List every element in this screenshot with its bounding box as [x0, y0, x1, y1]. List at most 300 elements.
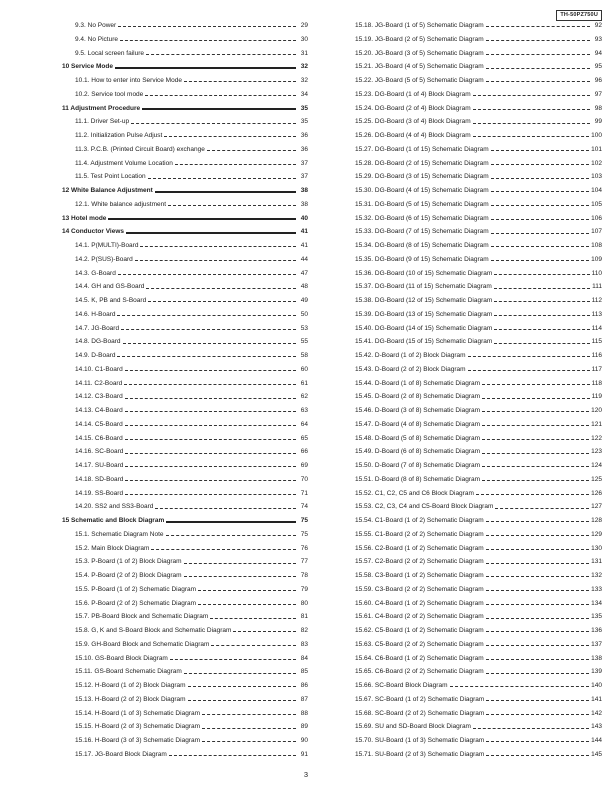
- toc-entry-page: 126: [591, 489, 602, 497]
- toc-entry-title: 14.15. C6-Board: [75, 434, 123, 442]
- toc-entry-title: 14.9. D-Board: [75, 352, 116, 359]
- toc-entry[interactable]: [62, 445, 308, 459]
- dot-leader: [155, 191, 296, 193]
- toc-entry[interactable]: [62, 542, 308, 556]
- dot-leader: [491, 219, 589, 220]
- toc-entry[interactable]: [342, 679, 602, 693]
- dot-leader: [491, 246, 589, 247]
- toc-entry-title: 15.38. DG-Board (12 of 15) Schematic Diagram: [355, 297, 493, 304]
- dot-leader: [117, 315, 296, 316]
- toc-entry[interactable]: [62, 652, 308, 666]
- toc-entry-page: 40: [300, 214, 308, 222]
- dot-leader: [145, 95, 296, 96]
- toc-entry[interactable]: [342, 514, 602, 528]
- toc-entry[interactable]: [62, 583, 308, 597]
- toc-entry-page: 30: [300, 35, 308, 43]
- toc-entry[interactable]: [62, 335, 308, 349]
- toc-entry-page: 55: [300, 338, 308, 346]
- toc-entry-title: 9.3. No Power: [75, 22, 117, 29]
- dot-leader: [473, 109, 590, 110]
- toc-entry[interactable]: [62, 170, 308, 184]
- toc-entry-title: 15.67. SC-Board (1 of 2) Schematic Diagram: [355, 695, 485, 703]
- toc-entry[interactable]: [342, 473, 602, 487]
- toc-entry-page: 69: [300, 462, 308, 469]
- toc-entry[interactable]: [62, 239, 308, 253]
- dot-leader: [486, 755, 589, 756]
- toc-entry[interactable]: [62, 33, 308, 47]
- dot-leader: [115, 67, 296, 69]
- toc-entry[interactable]: [342, 445, 602, 459]
- toc-entry-title: 15.49. D-Board (6 of 8) Schematic Diagram: [355, 448, 480, 456]
- dot-leader: [482, 439, 589, 440]
- dot-leader: [486, 576, 590, 577]
- toc-entry[interactable]: [342, 184, 602, 198]
- toc-right-column: [342, 19, 602, 762]
- toc-entry-page: 127: [591, 503, 602, 511]
- dot-leader: [125, 466, 296, 467]
- toc-entry-page: 105: [591, 200, 602, 208]
- toc-entry[interactable]: [342, 88, 602, 102]
- toc-entry[interactable]: [62, 363, 308, 377]
- dot-leader: [486, 618, 590, 619]
- toc-entry[interactable]: [62, 624, 308, 638]
- toc-entry-title: 15.40. DG-Board (14 of 15) Schematic Diagram: [355, 324, 493, 332]
- toc-entry-title: 14.14. C5-Board: [75, 420, 123, 428]
- toc-entry-page: 92: [594, 22, 602, 29]
- toc-entry[interactable]: [342, 720, 602, 734]
- toc-left-column: [62, 19, 308, 762]
- dot-leader: [146, 54, 296, 55]
- toc-entry-title: 15.55. C1-Board (2 of 2) Schematic Diagram: [355, 530, 484, 538]
- toc-entry[interactable]: [62, 47, 308, 61]
- toc-entry[interactable]: [62, 665, 308, 679]
- dot-leader: [125, 494, 296, 495]
- toc-entry[interactable]: [62, 487, 308, 501]
- toc-entry-title: 11.2. Initialization Pulse Adjust: [75, 132, 163, 139]
- dot-leader: [188, 700, 296, 701]
- dot-leader: [184, 563, 296, 564]
- toc-entry[interactable]: [62, 267, 308, 281]
- toc-entry-page: 81: [300, 613, 308, 621]
- toc-entry[interactable]: [62, 322, 308, 336]
- toc-entry-page: 37: [300, 159, 308, 167]
- toc-entry-page: 71: [300, 489, 308, 497]
- toc-entry-page: 62: [300, 393, 308, 401]
- toc-entry-page: 134: [591, 599, 602, 607]
- toc-entry-title: 15.60. C4-Board (1 of 2) Schematic Diagram: [355, 599, 484, 607]
- toc-entry-page: 140: [591, 682, 602, 689]
- toc-entry-title: 14.5. K, PB and S-Board: [75, 297, 147, 304]
- dot-leader: [108, 218, 296, 220]
- toc-entry[interactable]: [62, 418, 308, 432]
- toc-entry-page: 112: [591, 297, 602, 304]
- toc-entry-page: 143: [591, 723, 602, 731]
- toc-entry[interactable]: [62, 569, 308, 583]
- toc-entry[interactable]: [342, 487, 602, 501]
- toc-entry[interactable]: [62, 184, 308, 198]
- toc-entry-title: 15.57. C2-Board (2 of 2) Schematic Diagram: [355, 558, 484, 566]
- toc-entry-title: 15.61. C4-Board (2 of 2) Schematic Diagram: [355, 613, 484, 621]
- toc-entry[interactable]: [62, 102, 308, 116]
- toc-entry-title: 15.33. DG-Board (7 of 15) Schematic Diagram: [355, 228, 489, 236]
- dot-leader: [486, 741, 589, 742]
- toc-entry-page: 41: [300, 242, 308, 249]
- toc-entry-page: 107: [591, 228, 602, 236]
- toc-entry-page: 87: [300, 695, 308, 703]
- toc-entry[interactable]: [62, 308, 308, 322]
- toc-entry-page: 115: [591, 338, 602, 346]
- toc-entry[interactable]: [62, 514, 308, 528]
- dot-leader: [473, 95, 590, 96]
- toc-entry-title: 15.34. DG-Board (8 of 15) Schematic Diagram: [355, 242, 489, 249]
- toc-entry-page: 95: [594, 63, 602, 71]
- toc-entry[interactable]: [342, 583, 602, 597]
- toc-entry-title: 11.4. Adjustment Volume Location: [75, 159, 173, 167]
- toc-entry-title: 14.12. C3-Board: [75, 393, 123, 401]
- toc-entry[interactable]: [62, 638, 308, 652]
- dot-leader: [468, 356, 590, 357]
- toc-entry-page: 99: [594, 118, 602, 126]
- toc-entry[interactable]: [342, 102, 602, 116]
- toc-entry-title: 15.1. Schematic Diagram Note: [75, 530, 164, 538]
- toc-entry[interactable]: [342, 239, 602, 253]
- dot-leader: [491, 205, 589, 206]
- toc-entry-title: 15.66. SC-Board Block Diagram: [355, 682, 448, 689]
- dot-leader: [486, 521, 590, 522]
- toc-entry[interactable]: [62, 280, 308, 294]
- toc-entry[interactable]: [342, 253, 602, 267]
- toc-entry-page: 29: [300, 22, 308, 29]
- toc-entry-page: 93: [594, 35, 602, 43]
- toc-entry-page: 83: [300, 640, 308, 648]
- toc-entry-title: 15.6. P-Board (2 of 2) Schematic Diagram: [75, 599, 197, 607]
- toc-entry-title: 15.10. GS-Board Block Diagram: [75, 654, 168, 662]
- toc-entry[interactable]: [342, 335, 602, 349]
- toc-entry-title: 15.29. DG-Board (3 of 15) Schematic Diagram: [355, 173, 489, 181]
- toc-entry-page: 85: [300, 668, 308, 676]
- toc-entry[interactable]: [62, 707, 308, 721]
- toc-entry-page: 35: [300, 104, 308, 112]
- toc-entry-title: 15.45. D-Board (2 of 8) Schematic Diagram: [355, 393, 480, 401]
- toc-entry-title: 15.9. GH-Board Block and Schematic Diagram: [75, 640, 210, 648]
- dot-leader: [166, 535, 296, 536]
- toc-entry-page: 94: [594, 49, 602, 57]
- toc-entry-title: 15.32. DG-Board (6 of 15) Schematic Diagram: [355, 214, 489, 222]
- dot-leader: [125, 480, 296, 481]
- dot-leader: [482, 411, 589, 412]
- dot-leader: [491, 150, 589, 151]
- toc-entry-title: 15.46. D-Board (3 of 8) Schematic Diagram: [355, 407, 480, 414]
- toc-entry-page: 82: [300, 627, 308, 634]
- dot-leader: [473, 728, 589, 729]
- toc-entry[interactable]: [62, 88, 308, 102]
- toc-entry[interactable]: [342, 308, 602, 322]
- toc-entry-page: 35: [300, 118, 308, 126]
- toc-entry-title: 15.21. JG-Board (4 of 5) Schematic Diagram: [355, 63, 484, 71]
- toc-entry-page: 70: [300, 475, 308, 483]
- toc-entry[interactable]: [342, 555, 602, 569]
- dot-leader: [202, 728, 296, 729]
- toc-entry[interactable]: [342, 170, 602, 184]
- toc-entry-page: 89: [300, 723, 308, 731]
- toc-entry-page: 128: [591, 517, 602, 524]
- toc-entry[interactable]: [342, 115, 602, 129]
- dot-leader: [135, 260, 296, 261]
- toc-entry-title: 13 Hotel mode: [62, 214, 107, 222]
- toc-entry-title: 15.42. D-Board (1 of 2) Block Diagram: [355, 352, 466, 359]
- toc-entry[interactable]: [342, 157, 602, 171]
- toc-entry[interactable]: [342, 734, 602, 748]
- toc-entry-title: 11 Adjustment Procedure: [62, 104, 141, 112]
- toc-entry-title: 14.3. G-Board: [75, 269, 116, 277]
- toc-entry-page: 116: [591, 352, 602, 359]
- toc-entry[interactable]: [342, 597, 602, 611]
- dot-leader: [486, 81, 590, 82]
- toc-entry[interactable]: [342, 418, 602, 432]
- toc-entry[interactable]: [342, 19, 602, 33]
- toc-entry[interactable]: [62, 294, 308, 308]
- toc-entry-title: 15.68. SC-Board (2 of 2) Schematic Diagram: [355, 709, 485, 717]
- dot-leader: [473, 123, 590, 124]
- toc-entry[interactable]: [342, 652, 602, 666]
- toc-entry[interactable]: [342, 528, 602, 542]
- toc-entry[interactable]: [342, 404, 602, 418]
- toc-entry-title: 15.8. G, K and S-Board Block and Schematic Diagram: [75, 627, 232, 634]
- toc-entry-title: 15.54. C1-Board (1 of 2) Schematic Diagram: [355, 517, 484, 524]
- dot-leader: [486, 714, 589, 715]
- toc-entry[interactable]: [62, 377, 308, 391]
- toc-entry[interactable]: [62, 129, 308, 143]
- dot-leader: [486, 645, 590, 646]
- dot-leader: [486, 26, 590, 27]
- toc-entry-page: 38: [300, 187, 308, 194]
- toc-entry-page: 65: [300, 434, 308, 442]
- toc-entry[interactable]: [342, 143, 602, 157]
- toc-entry-title: 15.4. P-Board (2 of 2) Block Diagram: [75, 572, 182, 579]
- dot-leader: [494, 315, 589, 316]
- toc-entry[interactable]: [62, 143, 308, 157]
- dot-leader: [117, 356, 296, 357]
- toc-entry-title: 15.25. DG-Board (3 of 4) Block Diagram: [355, 118, 471, 126]
- toc-entry-title: 14.6. H-Board: [75, 310, 116, 318]
- toc-entry[interactable]: [342, 542, 602, 556]
- dot-leader: [164, 136, 296, 137]
- toc-entry-page: 142: [591, 709, 602, 717]
- dot-leader: [211, 645, 296, 646]
- toc-entry[interactable]: [62, 19, 308, 33]
- toc-entry[interactable]: [62, 734, 308, 748]
- toc-entry[interactable]: [342, 693, 602, 707]
- toc-entry-page: 114: [591, 324, 602, 332]
- toc-entry-page: 32: [300, 77, 308, 84]
- dot-leader: [169, 755, 296, 756]
- toc-entry-title: 12.1. White balance adjustment: [75, 200, 167, 208]
- dot-leader: [476, 494, 589, 495]
- toc-entry-page: 36: [300, 132, 308, 139]
- toc-entry[interactable]: [62, 720, 308, 734]
- dot-leader: [148, 178, 296, 179]
- toc-entry-title: 10 Service Mode: [62, 63, 113, 71]
- toc-entry-page: 38: [300, 200, 308, 208]
- toc-entry-page: 130: [591, 544, 602, 552]
- toc-entry-title: 9.5. Local screen failure: [75, 49, 145, 57]
- dot-leader: [491, 191, 589, 192]
- toc-entry[interactable]: [342, 294, 602, 308]
- toc-entry-title: 15.41. DG-Board (15 of 15) Schematic Diagram: [355, 338, 493, 346]
- toc-entry-page: 113: [591, 310, 602, 318]
- toc-entry[interactable]: [62, 198, 308, 212]
- toc-entry[interactable]: [62, 157, 308, 171]
- toc-entry[interactable]: [62, 459, 308, 473]
- toc-entry[interactable]: [62, 610, 308, 624]
- toc-entry-title: 15.31. DG-Board (5 of 15) Schematic Diagram: [355, 200, 489, 208]
- toc-entry-title: 14.18. SD-Board: [75, 475, 124, 483]
- toc-entry[interactable]: [342, 322, 602, 336]
- toc-entry[interactable]: [342, 33, 602, 47]
- toc-entry[interactable]: [342, 610, 602, 624]
- model-tag: TH-50PZ750U: [556, 10, 602, 21]
- toc-entry-page: 47: [300, 269, 308, 277]
- dot-leader: [125, 398, 296, 399]
- toc-entry[interactable]: [342, 500, 602, 514]
- toc-entry[interactable]: [342, 349, 602, 363]
- toc-entry-title: 15.17. JG-Board Block Diagram: [75, 750, 167, 758]
- toc-entry[interactable]: [342, 432, 602, 446]
- toc-entry-title: 15.5. P-Board (1 of 2) Schematic Diagram: [75, 585, 197, 593]
- toc-entry-title: 15 Schematic and Block Diagram: [62, 517, 165, 524]
- toc-entry-title: 15.39. DG-Board (13 of 15) Schematic Diagram: [355, 310, 493, 318]
- toc-entry-title: 14.16. SC-Board: [75, 448, 124, 456]
- dot-leader: [491, 178, 589, 179]
- toc-entry-page: 138: [591, 654, 602, 662]
- toc-entry[interactable]: [342, 74, 602, 88]
- dot-leader: [198, 590, 296, 591]
- toc-entry-page: 124: [591, 462, 602, 469]
- dot-leader: [170, 659, 296, 660]
- dot-leader: [168, 205, 296, 206]
- toc-entry-page: 34: [300, 90, 308, 98]
- toc-entry[interactable]: [342, 267, 602, 281]
- toc-entry[interactable]: [62, 404, 308, 418]
- toc-entry[interactable]: [62, 115, 308, 129]
- dot-leader: [473, 136, 590, 137]
- toc-entry[interactable]: [62, 528, 308, 542]
- toc-entry-page: 84: [300, 654, 308, 662]
- toc-entry[interactable]: [62, 679, 308, 693]
- dot-leader: [120, 40, 296, 41]
- toc-entry-title: 15.52. C1, C2, C5 and C6 Block Diagram: [355, 489, 474, 497]
- toc-entry-page: 97: [594, 90, 602, 98]
- dot-leader: [486, 631, 590, 632]
- toc-entry[interactable]: [342, 363, 602, 377]
- dot-leader: [491, 233, 589, 234]
- toc-entry[interactable]: [342, 198, 602, 212]
- toc-entry[interactable]: [342, 280, 602, 294]
- toc-entry-page: 60: [300, 365, 308, 373]
- toc-entry[interactable]: [62, 349, 308, 363]
- toc-entry-page: 90: [300, 737, 308, 744]
- dot-leader: [118, 274, 296, 275]
- toc-entry[interactable]: [342, 665, 602, 679]
- toc-entry-title: 15.15. H-Board (2 of 3) Schematic Diagram: [75, 723, 200, 731]
- toc-entry[interactable]: [342, 459, 602, 473]
- toc-entry[interactable]: [62, 60, 308, 74]
- toc-entry-page: 122: [591, 434, 602, 442]
- toc-entry-title: 15.24. DG-Board (2 of 4) Block Diagram: [355, 104, 471, 112]
- toc-entry-page: 75: [300, 517, 308, 524]
- toc-entry-page: 123: [591, 448, 602, 456]
- dot-leader: [486, 673, 590, 674]
- toc-entry[interactable]: [62, 390, 308, 404]
- toc-entry[interactable]: [62, 74, 308, 88]
- dot-leader: [142, 108, 296, 110]
- dot-leader: [184, 673, 296, 674]
- toc-entry[interactable]: [62, 693, 308, 707]
- dot-leader: [482, 384, 590, 385]
- toc-entry-page: 78: [300, 572, 308, 579]
- toc-entry[interactable]: [342, 569, 602, 583]
- toc-entry-page: 80: [300, 599, 308, 607]
- toc-entry-title: 15.70. SU-Board (1 of 3) Schematic Diagram: [355, 737, 485, 744]
- toc-entry[interactable]: [342, 47, 602, 61]
- toc-entry[interactable]: [62, 253, 308, 267]
- toc-entry-title: 15.20. JG-Board (3 of 5) Schematic Diagram: [355, 49, 484, 57]
- toc-entry[interactable]: [62, 225, 308, 239]
- toc-entry-title: 15.23. DG-Board (1 of 4) Block Diagram: [355, 90, 471, 98]
- toc-entry[interactable]: [342, 390, 602, 404]
- toc-entry-page: 36: [300, 145, 308, 153]
- toc-entry[interactable]: [342, 707, 602, 721]
- toc-entry-page: 111: [592, 283, 602, 291]
- toc-entry-title: 14.13. C4-Board: [75, 407, 123, 414]
- toc-entry[interactable]: [342, 60, 602, 74]
- dot-leader: [124, 384, 296, 385]
- toc-entry-page: 88: [300, 709, 308, 717]
- toc-entry[interactable]: [342, 624, 602, 638]
- toc-entry[interactable]: [342, 638, 602, 652]
- toc-entry[interactable]: [62, 500, 308, 514]
- toc-entry[interactable]: [62, 432, 308, 446]
- toc-entry[interactable]: [62, 555, 308, 569]
- toc-entry-title: 14.10. C1-Board: [75, 365, 123, 373]
- toc-entry-page: 117: [591, 365, 602, 373]
- dot-leader: [207, 150, 296, 151]
- toc-entry[interactable]: [62, 473, 308, 487]
- toc-entry[interactable]: [62, 212, 308, 226]
- toc-entry[interactable]: [342, 377, 602, 391]
- toc-entry-title: 14.2. P(SUS)-Board: [75, 255, 133, 263]
- toc-entry-page: 96: [594, 77, 602, 84]
- toc-entry[interactable]: [62, 597, 308, 611]
- dot-leader: [202, 741, 296, 742]
- dot-leader: [125, 370, 296, 371]
- toc-entry[interactable]: [342, 748, 602, 762]
- toc-entry-page: 53: [300, 324, 308, 332]
- toc-entry[interactable]: [62, 748, 308, 762]
- toc-entry-page: 131: [591, 558, 602, 566]
- toc-entry-title: 14.17. SU-Board: [75, 462, 124, 469]
- toc-entry-title: 11.5. Test Point Location: [75, 173, 146, 181]
- toc-entry-title: 15.53. C2, C3, C4 and C5-Board Block Diagram: [355, 503, 494, 511]
- dot-leader: [188, 686, 296, 687]
- dot-leader: [184, 576, 296, 577]
- toc-entry-page: 129: [591, 530, 602, 538]
- toc-entry[interactable]: [342, 225, 602, 239]
- dot-leader: [184, 81, 296, 82]
- toc-entry[interactable]: [342, 212, 602, 226]
- toc-entry-title: 15.27. DG-Board (1 of 15) Schematic Diagram: [355, 145, 489, 153]
- toc-entry[interactable]: [342, 129, 602, 143]
